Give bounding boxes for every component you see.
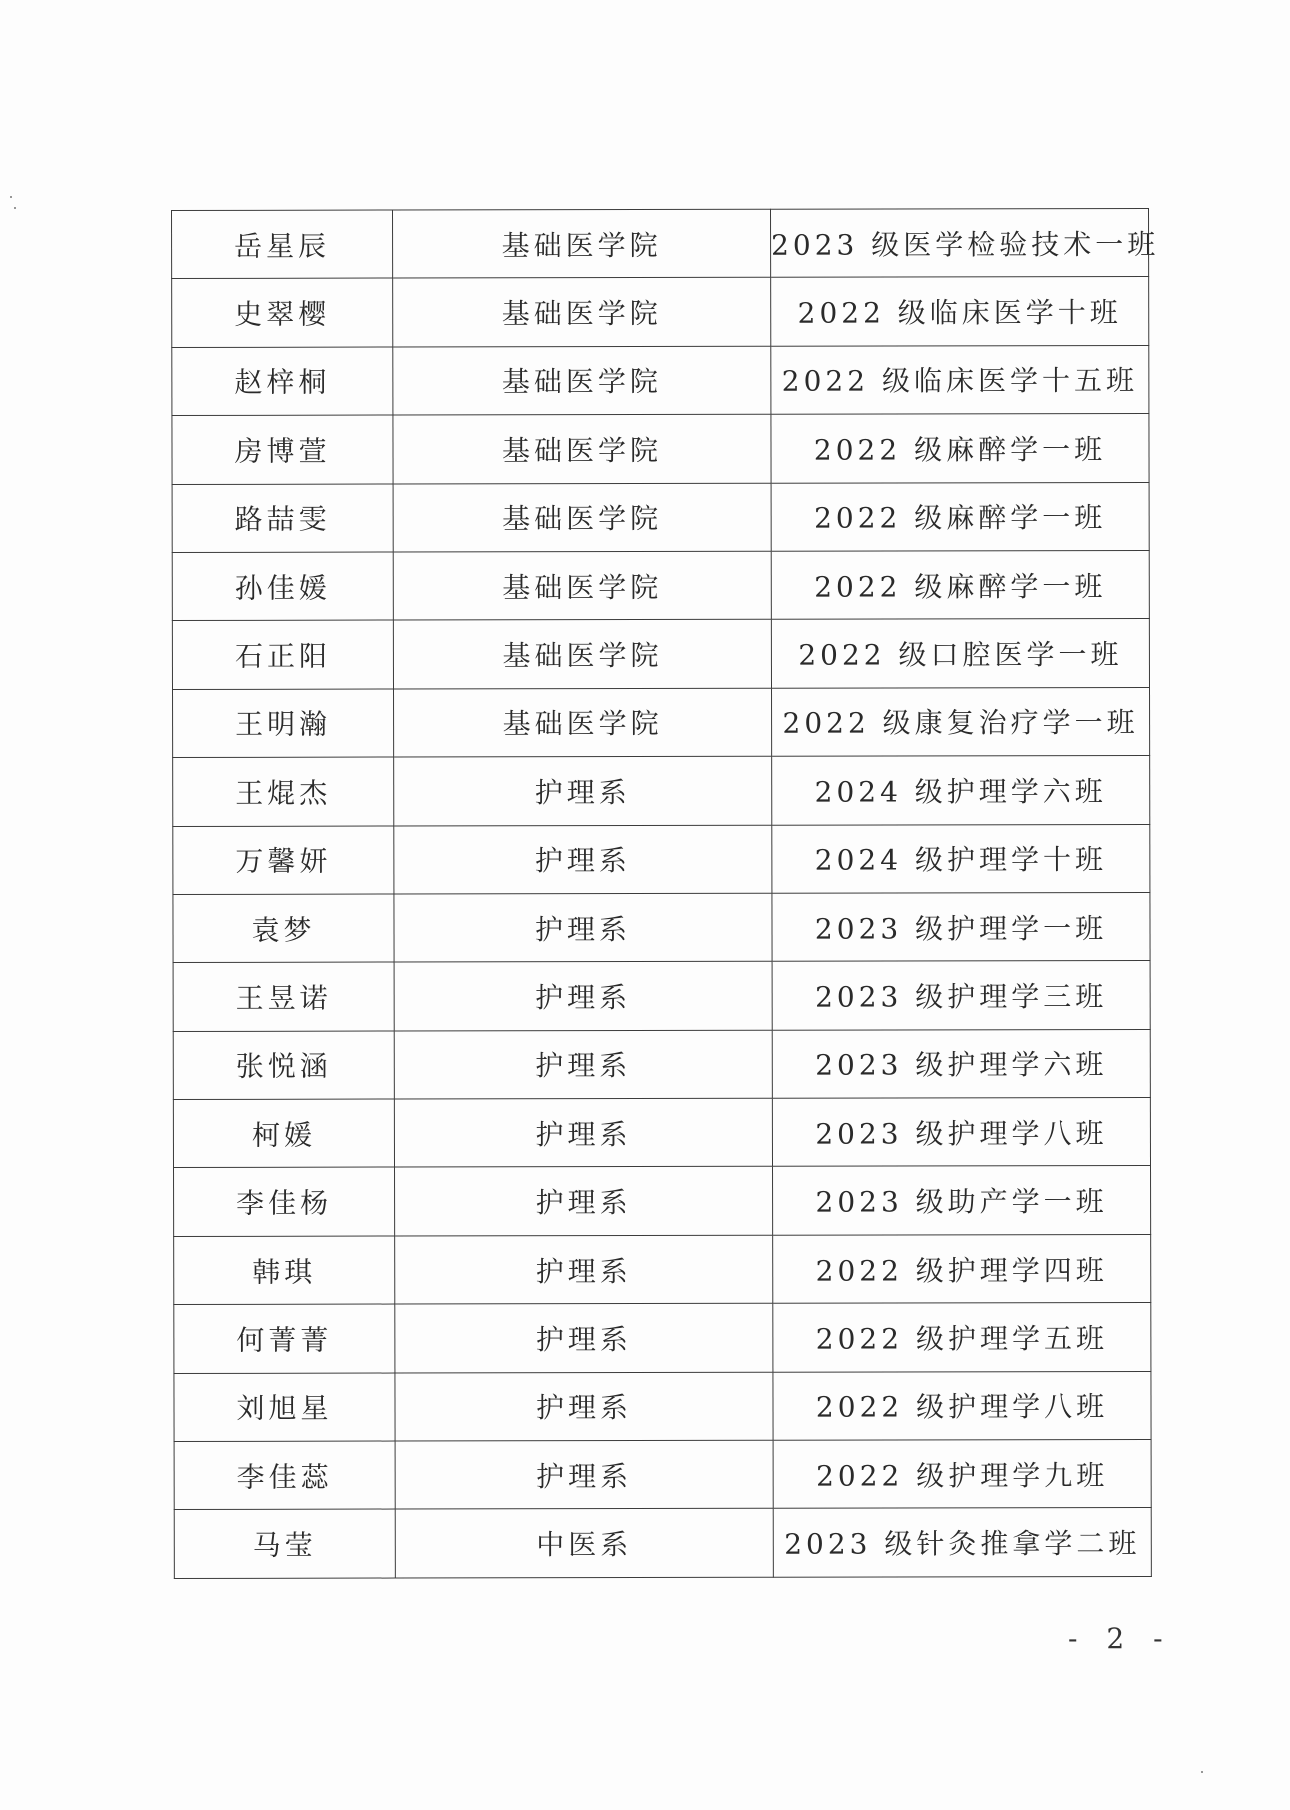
class-cell: 2022 级麻醉学一班	[771, 550, 1149, 619]
class-cell: 2022 级护理学九班	[773, 1439, 1151, 1508]
department-cell: 基础医学院	[394, 688, 772, 757]
department-cell: 护理系	[395, 1167, 773, 1236]
class-cell: 2022 级护理学八班	[773, 1371, 1151, 1440]
department-cell: 基础医学院	[393, 209, 771, 278]
name-cell: 石正阳	[172, 620, 393, 689]
class-cell: 2022 级麻醉学一班	[771, 482, 1149, 551]
scan-speck	[10, 196, 12, 198]
name-cell: 何菁菁	[174, 1304, 395, 1373]
class-cell: 2023 级护理学一班	[772, 892, 1150, 961]
name-cell: 马莹	[174, 1509, 395, 1578]
name-cell: 袁梦	[173, 894, 394, 963]
class-cell: 2023 级针灸推拿学二班	[773, 1508, 1151, 1577]
name-cell: 李佳蕊	[174, 1441, 395, 1510]
name-cell: 王明瀚	[173, 689, 394, 758]
table-row	[172, 345, 1149, 415]
class-cell: 2023 级护理学六班	[772, 1029, 1150, 1098]
table-row	[173, 756, 1150, 826]
table-row	[173, 961, 1150, 1031]
name-cell: 王昱诺	[173, 962, 394, 1031]
class-cell: 2022 级临床医学十五班	[771, 345, 1149, 414]
name-cell: 岳星辰	[172, 210, 393, 279]
department-cell: 护理系	[394, 1030, 772, 1099]
department-cell: 护理系	[394, 962, 772, 1031]
class-cell: 2022 级康复治疗学一班	[772, 687, 1150, 756]
name-cell: 李佳杨	[174, 1168, 395, 1237]
department-cell: 护理系	[394, 893, 772, 962]
department-cell: 基础医学院	[393, 551, 771, 620]
department-cell: 中医系	[395, 1509, 773, 1578]
table-row	[174, 1508, 1151, 1578]
name-cell: 孙佳媛	[172, 552, 393, 621]
table-row	[173, 1098, 1150, 1168]
name-cell: 史翠樱	[172, 278, 393, 347]
class-cell: 2022 级护理学四班	[773, 1234, 1151, 1303]
name-cell: 房博萱	[172, 415, 393, 484]
name-cell: 刘旭星	[174, 1373, 395, 1442]
table-row	[174, 1234, 1151, 1304]
table-row	[172, 619, 1149, 689]
table-row	[172, 277, 1149, 347]
table-row	[172, 414, 1149, 484]
department-cell: 基础医学院	[393, 278, 771, 347]
class-cell: 2024 级护理学十班	[772, 824, 1150, 893]
class-cell: 2023 级助产学一班	[773, 1166, 1151, 1235]
name-cell: 韩琪	[174, 1236, 395, 1305]
scan-speck	[14, 207, 16, 209]
name-cell: 万馨妍	[173, 826, 394, 895]
class-cell: 2022 级麻醉学一班	[771, 414, 1149, 483]
department-cell: 护理系	[395, 1372, 773, 1441]
name-cell: 路喆雯	[172, 484, 393, 553]
table-row	[174, 1166, 1151, 1236]
class-cell: 2023 级护理学三班	[772, 961, 1150, 1030]
table-row	[174, 1371, 1151, 1441]
class-cell: 2024 级护理学六班	[772, 756, 1150, 825]
table-row	[174, 1303, 1151, 1373]
name-cell: 柯媛	[173, 1099, 394, 1168]
name-cell: 王焜杰	[173, 757, 394, 826]
name-cell: 张悦涵	[173, 1031, 394, 1100]
table-row	[172, 550, 1149, 620]
department-cell: 基础医学院	[393, 620, 771, 689]
department-cell: 基础医学院	[393, 414, 771, 483]
roster-table-container	[171, 208, 1160, 1579]
class-cell: 2022 级临床医学十班	[771, 277, 1149, 346]
department-cell: 护理系	[394, 1098, 772, 1167]
class-cell: 2022 级护理学五班	[773, 1303, 1151, 1372]
department-cell: 护理系	[395, 1303, 773, 1372]
scan-speck	[1201, 1771, 1203, 1773]
table-row	[174, 1439, 1151, 1509]
page-number: - 2 -	[1068, 1622, 1173, 1655]
table-row	[172, 208, 1149, 278]
department-cell: 护理系	[394, 756, 772, 825]
table-row	[173, 1029, 1150, 1099]
department-cell: 基础医学院	[393, 346, 771, 415]
table-row	[173, 892, 1150, 962]
name-cell: 赵梓桐	[172, 347, 393, 416]
department-cell: 护理系	[395, 1440, 773, 1509]
table-row	[173, 824, 1150, 894]
table-row	[173, 687, 1150, 757]
roster-table-body	[172, 208, 1160, 1578]
department-cell: 护理系	[395, 1235, 773, 1304]
class-cell: 2022 级口腔医学一班	[771, 619, 1149, 688]
table-row	[172, 482, 1149, 552]
roster-table	[171, 208, 1160, 1579]
department-cell: 基础医学院	[393, 483, 771, 552]
department-cell: 护理系	[394, 825, 772, 894]
class-cell: 2023 级医学检验技术一班	[770, 208, 1148, 277]
class-cell: 2023 级护理学八班	[772, 1098, 1150, 1167]
